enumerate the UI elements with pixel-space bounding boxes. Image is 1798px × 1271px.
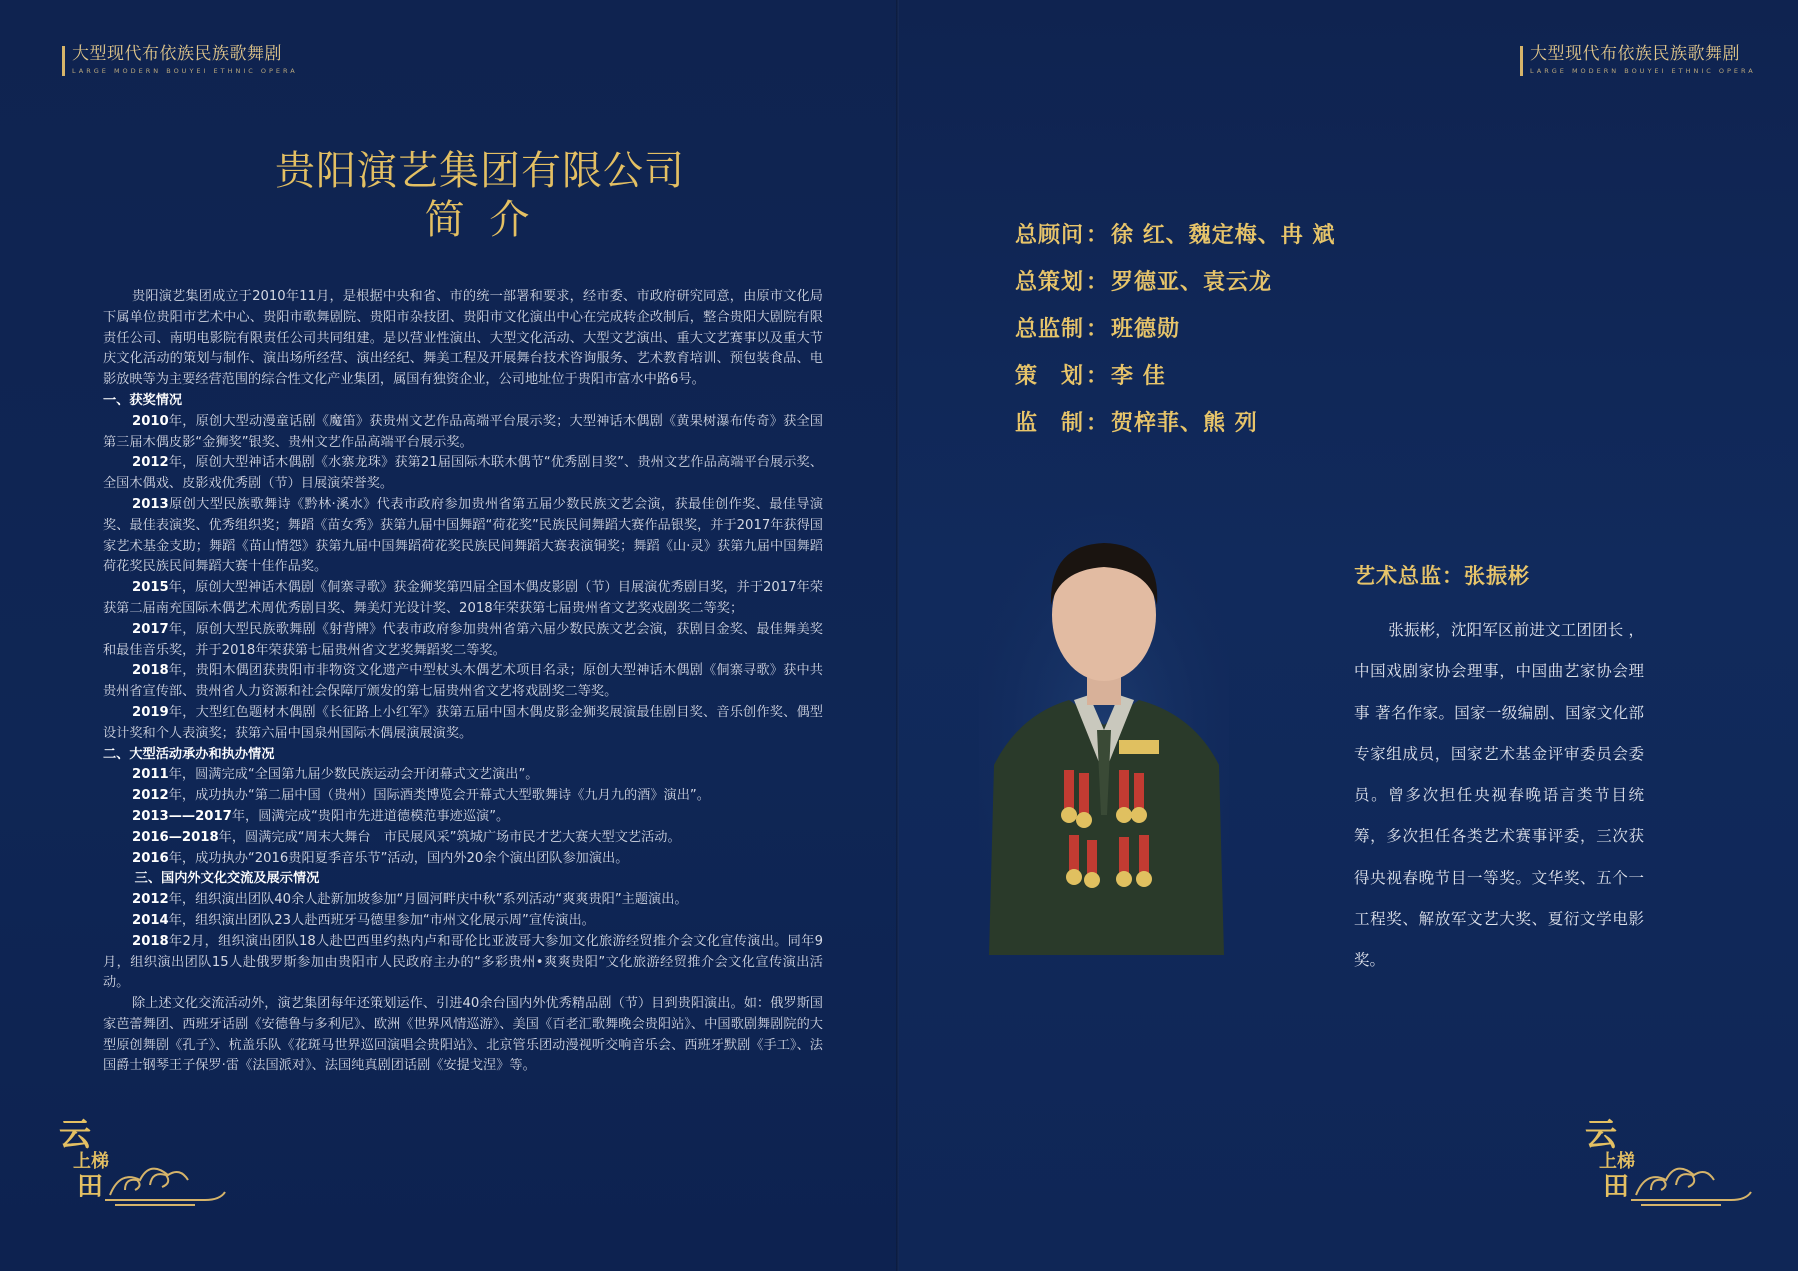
section-heading-exchange: 三、国内外文化交流及展示情况 <box>134 871 320 887</box>
header-subtitle: LARGE MODERN BOUYEI ETHNIC OPERA <box>72 67 298 75</box>
award-item <box>103 453 823 495</box>
credit-row <box>1015 351 1335 398</box>
award-item-year: 2019 <box>132 704 169 720</box>
exchange-item-text: 年2月，组织演出团队18人赴巴西里约热内卢和哥伦比亚波哥大参加文化旅游经贸推介会文化宣传演出。同年9月，组织演出团队15人赴俄罗斯参加由贵阳市人民政府主办的“多彩贵州•爽爽贵阳”文化旅游经贸推介会文化宣传演出活动。 <box>103 933 823 991</box>
award-item <box>103 661 823 703</box>
event-item-year: 2011 <box>132 767 169 783</box>
logo-char-3: 梯 <box>1617 1151 1635 1172</box>
credit-colon: ： <box>1086 270 1110 295</box>
award-item-year: 2018 <box>132 663 169 679</box>
exchange-item <box>103 890 823 911</box>
logo <box>55 1105 235 1215</box>
logo-char-1: 云 <box>59 1115 92 1153</box>
award-item-year: 2013 <box>132 496 169 512</box>
award-item-text: 年，贵阳木偶团获贵阳市非物资文化遗产中型杖头木偶艺术项目名录；原创大型神话木偶剧《侗寨寻歌》获中共贵州省宣传部、贵州省人力资源和社会保障厅颁发的第七届贵州省文艺将戏剧奖二等奖。 <box>103 663 823 700</box>
award-item-year: 2017 <box>132 621 169 637</box>
award-item <box>103 495 823 578</box>
event-item <box>103 849 823 870</box>
event-item <box>103 765 823 786</box>
credit-colon: ： <box>1086 411 1110 436</box>
exchange-item-year: 2018 <box>132 933 169 949</box>
portrait-image <box>979 515 1229 955</box>
event-item <box>103 807 823 828</box>
closing-paragraph: 除上述文化交流活动外，演艺集团每年还策划运作、引进40余台国内外优秀精品剧（节）目到贵阳演出。如：俄罗斯国家芭蕾舞团、西班牙话剧《安德鲁与多利尼》、欧洲《世界风情巡游》、美国《百老汇歌舞晚会贵阳站》、中国歌剧舞剧院的大型原创舞剧《孔子》、杭盖乐队《花斑马世界巡回演唱会贵阳站》、北京管乐团动漫视听交响音乐会、西班牙默剧《手工》、法国爵士钢琴王子保罗·雷《法国派对》、法国纯真剧团话剧《安提戈涅》等。 <box>103 996 823 1074</box>
exchange-item-year: 2012 <box>132 892 169 908</box>
award-item-text: 原创大型民族歌舞诗《黔林·溪水》代表市政府参加贵州省第五届少数民族文艺会演，获最佳创作奖、最佳导演奖、最佳表演奖、优秀组织奖；舞蹈《苗女秀》获第九届中国舞蹈“荷花奖”民族民间舞蹈大赛作品银奖，并于2017年获得国家艺术基金支助；舞蹈《苗山情怨》获第九届中国舞蹈荷花奖民族民间舞蹈大赛表演铜奖；舞蹈《山·灵》获第九届中国舞蹈荷花奖民族民间舞蹈大赛十佳作品奖。 <box>103 496 823 575</box>
award-item-text: 年，原创大型动漫童话剧《魔笛》获贵州文艺作品高端平台展示奖；大型神话木偶剧《黄果树瀑布传奇》获全国第三届木偶皮影“金狮奖”银奖、贵州文艺作品高端平台展示奖。 <box>103 413 823 450</box>
credit-label: 总策划 <box>1015 270 1085 295</box>
section-heading-awards: 一、获奖情况 <box>103 392 183 408</box>
logo-char-1: 云 <box>1585 1115 1618 1153</box>
awards-list <box>103 412 823 745</box>
header-left <box>62 44 298 76</box>
credit-colon: ： <box>1086 364 1110 389</box>
event-item-year: 2016—2018 <box>132 829 219 845</box>
event-item-year: 2012 <box>132 788 169 804</box>
page-title <box>200 146 760 244</box>
logo-char-2: 上 <box>1599 1151 1617 1172</box>
director-name: 艺术总监：张振彬 <box>1354 564 1530 588</box>
logo-char-2: 上 <box>73 1151 91 1172</box>
event-item <box>103 828 823 849</box>
exchange-item-year: 2014 <box>132 912 169 928</box>
section-heading-events: 二、大型活动承办和执办情况 <box>103 746 275 762</box>
cloud-logo-icon <box>1581 1105 1761 1215</box>
award-item-text: 年，原创大型民族歌舞剧《射背牌》代表市政府参加贵州省第六届少数民族文艺会演，获剧目金奖、最佳舞美奖和最佳音乐奖，并于2018年荣获第七届贵州省文艺奖舞蹈奖二等奖。 <box>103 621 823 658</box>
award-item-text: 年，原创大型神话木偶剧《水寨龙珠》获第21届国际木联木偶节“优秀剧目奖”、贵州文艺作品高端平台展示奖、全国木偶戏、皮影戏优秀剧（节）目展演荣誉奖。 <box>103 455 823 492</box>
header-title: 大型现代布依族民族歌舞剧 <box>1530 44 1740 64</box>
award-item <box>103 578 823 620</box>
event-item-text: 年，圆满完成“周末大舞台 市民展风采”筑城广场市民才艺大赛大型文艺活动。 <box>218 829 681 845</box>
event-item-text: 年，圆满完成“贵阳市先进道德模范事迹巡演”。 <box>231 808 510 824</box>
exchange-item-text: 年，组织演出团队40余人赴新加坡参加“月圆河畔庆中秋”系列活动“爽爽贵阳”主题演出。 <box>168 892 688 908</box>
event-item-year: 2016 <box>132 850 169 866</box>
director-description-text: 张振彬，沈阳军区前进文工团团长 ，中国戏剧家协会理事，中国曲艺家协会理事 著名作家。国家一级编剧、国家文化部专家组成员，国家艺术基金评审委员会委员。曾多次担任央视春晚语言类节目统筹，多次担任各类艺术赛事评委，三次获得央视春晚节目一等奖。文华奖、五个一工程奖、解放军文艺大奖、夏衍文学电影奖。 <box>1354 621 1644 970</box>
title-intro: 简 介 <box>424 197 536 243</box>
credit-colon: ： <box>1086 317 1110 342</box>
event-item-year: 2013——2017 <box>132 808 232 824</box>
credit-names: 罗德亚、袁云龙 <box>1111 270 1273 295</box>
header-bar-icon <box>62 46 65 76</box>
credit-label: 监 制 <box>1015 411 1085 436</box>
award-item <box>103 703 823 745</box>
event-item-text: 年，圆满完成“全国第九届少数民族运动会开闭幕式文艺演出”。 <box>168 767 539 783</box>
exchange-item <box>103 932 823 994</box>
header-subtitle: LARGE MODERN BOUYEI ETHNIC OPERA <box>1530 67 1756 75</box>
award-item <box>103 620 823 662</box>
exchange-item-text: 年，组织演出团队23人赴西班牙马德里参加“市州文化展示周”宣传演出。 <box>168 912 595 928</box>
credit-names: 徐 红、魏定梅、冉 斌 <box>1111 223 1336 248</box>
credit-row <box>1015 304 1335 351</box>
logo-char-4: 田 <box>1603 1172 1630 1202</box>
credits-list <box>1015 210 1335 445</box>
header-title: 大型现代布依族民族歌舞剧 <box>72 44 282 64</box>
exchange-list <box>103 890 823 994</box>
director-description <box>1354 610 1644 982</box>
award-item-text: 年，原创大型神话木偶剧《侗寨寻歌》获金狮奖第四届全国木偶皮影剧（节）目展演优秀剧目奖，并于2017年荣获第二届南充国际木偶艺术周优秀剧目奖、舞美灯光设计奖、2018年荣获第七届贵州省文艺奖戏剧奖二等奖； <box>103 580 823 616</box>
cloud-logo-icon <box>55 1105 235 1215</box>
cloud-swirl-icon <box>1631 1169 1751 1205</box>
credit-colon: ： <box>1086 223 1110 248</box>
award-item-year: 2015 <box>132 580 169 596</box>
logo-char-4: 田 <box>77 1172 104 1202</box>
company-description <box>103 287 823 1077</box>
credit-row <box>1015 210 1335 257</box>
header-bar-icon <box>1520 46 1523 76</box>
header-right <box>1520 44 1756 76</box>
event-item-text: 年，成功执办“第二届中国（贵州）国际酒类博览会开幕式大型歌舞诗《九月九的酒》演出”。 <box>168 788 710 804</box>
credit-names: 贺梓菲、熊 列 <box>1111 411 1258 436</box>
credit-label: 总顾问 <box>1015 223 1085 248</box>
credit-names: 李 佳 <box>1111 364 1166 389</box>
event-item-text: 年，成功执办“2016贵阳夏季音乐节”活动，国内外20余个演出团队参加演出。 <box>168 850 629 866</box>
logo-char-3: 梯 <box>91 1151 109 1172</box>
cloud-swirl-icon <box>105 1169 225 1205</box>
credit-row <box>1015 398 1335 445</box>
award-item-text: 年，大型红色题材木偶剧《长征路上小红军》获第五届中国木偶皮影金狮奖展演最佳剧目奖、音乐创作奖、偶型设计奖和个人表演奖；获第六届中国泉州国际木偶展演展演奖。 <box>103 704 823 741</box>
right-page <box>899 0 1798 1271</box>
title-company: 贵阳演艺集团有限公司 <box>275 148 685 194</box>
credit-row <box>1015 257 1335 304</box>
director-bio <box>1354 560 1644 982</box>
credit-label: 策 划 <box>1015 364 1085 389</box>
credit-names: 班德勋 <box>1111 317 1181 342</box>
exchange-item <box>103 911 823 932</box>
event-item <box>103 786 823 807</box>
logo <box>1581 1105 1761 1215</box>
award-item-year: 2012 <box>132 455 169 471</box>
credit-label: 总监制 <box>1015 317 1085 342</box>
award-item-year: 2010 <box>132 413 169 429</box>
award-item <box>103 412 823 454</box>
intro-paragraph: 贵阳演艺集团成立于2010年11月，是根据中央和省、市的统一部署和要求，经市委、市政府研究同意，由原市文化局下属单位贵阳市艺术中心、贵阳市歌舞剧院、贵阳市杂技团、贵阳市文化演出中心在完成转企改制后，整合贵阳大剧院有限责任公司、南明电影院有限责任公司共同组建。是以营业性演出、大型文化活动、大型文艺演出、重大文艺赛事以及重大节庆文化活动的策划与制作、演出场所经营、演出经纪、舞美工程及开展舞台技术咨询服务、艺术教育培训、预包装食品、电影放映等为主要经营范围的综合性文化产业集团，属国有独资企业，公司地址位于贵阳市富水中路6号。 <box>103 289 823 388</box>
events-list <box>103 765 823 869</box>
